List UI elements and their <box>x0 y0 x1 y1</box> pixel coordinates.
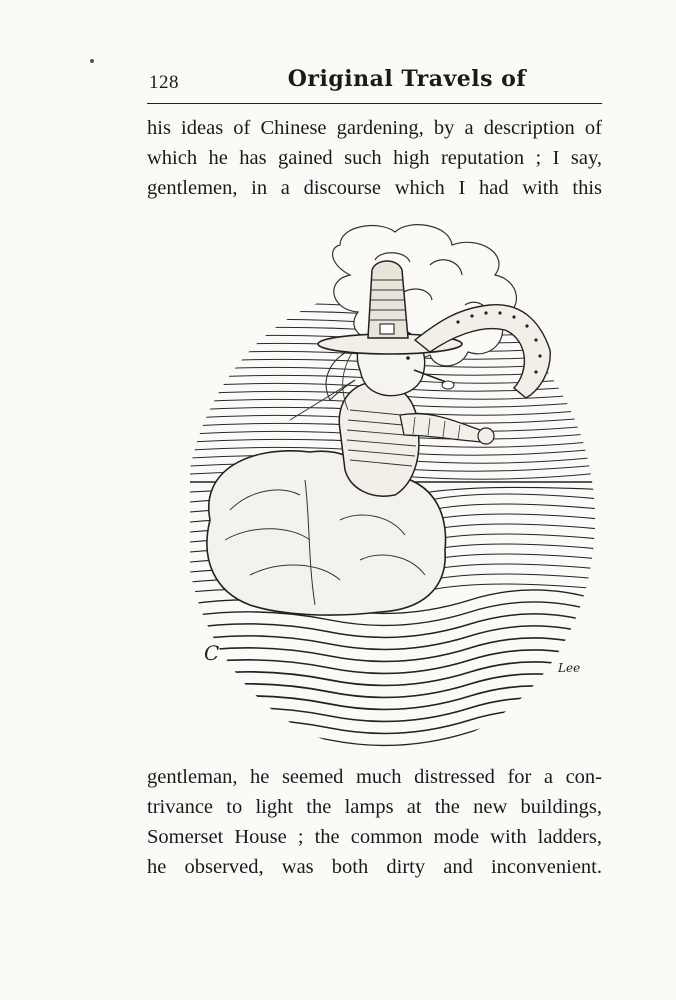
running-title: Original Travels of <box>287 66 527 92</box>
paragraph-bottom <box>147 762 602 882</box>
ink-speck <box>90 59 94 63</box>
page-number: 128 <box>149 72 179 93</box>
text-line: his ideas of Chinese gardening, by a description of <box>147 117 602 139</box>
text-line: trivance to light the lamps at the new buildings, <box>147 796 602 818</box>
text-line: gentlemen, in a discourse which I had with this <box>147 177 602 199</box>
text-line: he observed, was both dirty and inconvenient. <box>147 856 602 878</box>
text-line: gentleman, he seemed much distressed for a con- <box>147 766 602 788</box>
text-line: which he has gained such high reputation ; I say, <box>147 147 602 169</box>
engraver-signature: Lee <box>558 661 581 675</box>
header-rule <box>147 103 602 104</box>
page-header <box>147 66 602 102</box>
paragraph-top <box>147 113 602 203</box>
engraving-illustration <box>190 220 610 750</box>
text-line: Somerset House ; the common mode with ladders, <box>147 826 602 848</box>
artist-monogram: C <box>204 641 220 665</box>
